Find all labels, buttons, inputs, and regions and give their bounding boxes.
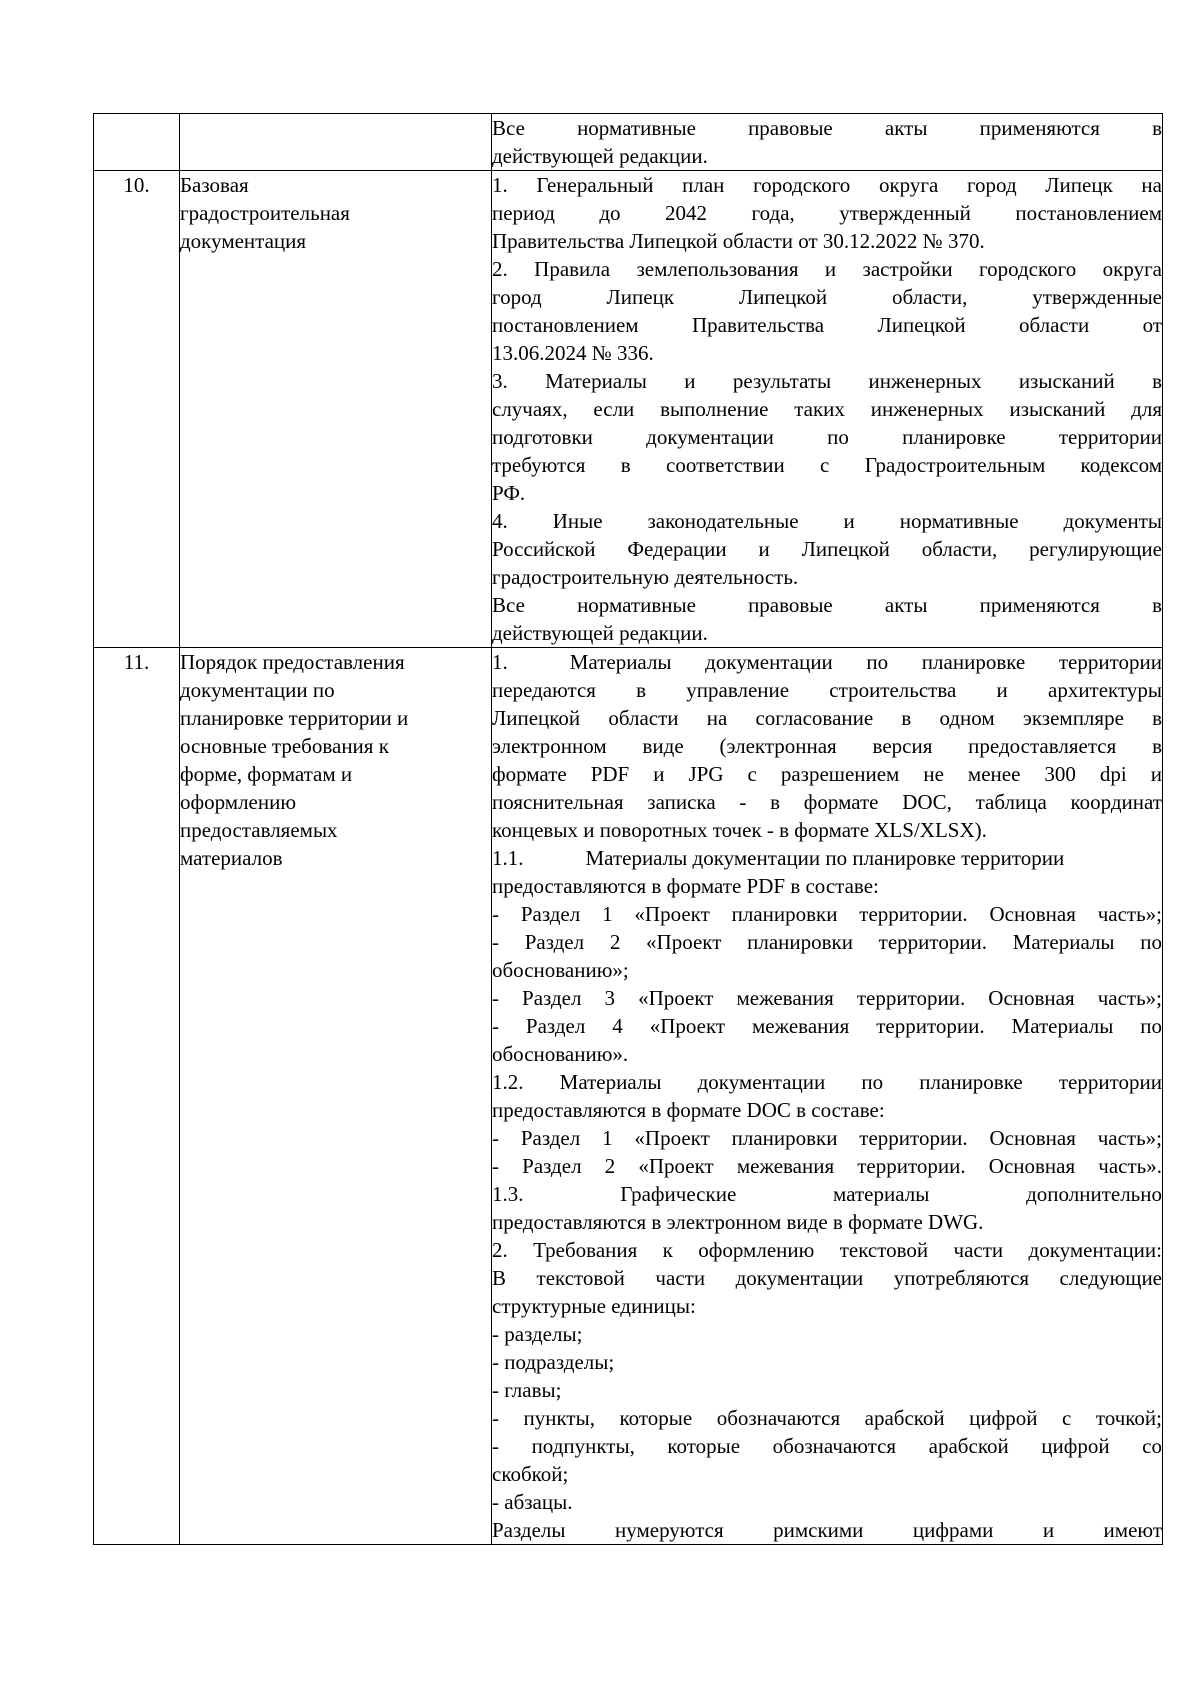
content-line: - подразделы; <box>492 1350 615 1374</box>
content-line: - главы; <box>492 1378 562 1402</box>
row-label-line: основные требования к <box>180 734 389 758</box>
content-line: 3. Материалы и результаты инженерных изысканий в <box>492 369 1162 393</box>
row-label-line: форме, форматам и <box>180 762 353 786</box>
row-label-line: оформлению <box>180 790 297 814</box>
content-line: концевых и поворотных точек - в формате XLS/XLSX). <box>492 818 987 842</box>
row-label-line: Порядок предоставления <box>180 650 405 674</box>
content-line: Все нормативные правовые акты применяются в <box>492 116 1162 140</box>
content-line: действующей редакции. <box>492 144 708 168</box>
row-content-cell <box>492 171 1163 648</box>
content-line: - Раздел 1 «Проект планировки территории. Основная часть»; <box>492 902 1162 926</box>
row-label-line: Базовая <box>180 173 249 197</box>
row-label-line: предоставляемых <box>180 818 338 842</box>
content-line: - Раздел 2 «Проект планировки территории. Материалы по <box>492 930 1162 954</box>
content-line: электронном виде (электронная версия предоставляется в <box>492 734 1162 758</box>
row-label-cell <box>180 648 492 1545</box>
content-line: Разделы нумеруются римскими цифрами и имеют <box>492 1518 1162 1542</box>
content-line: В текстовой части документации употребляются следующие <box>492 1266 1162 1290</box>
content-line: структурные единицы: <box>492 1294 696 1318</box>
content-line: город Липецк Липецкой области, утвержденные <box>492 285 1162 309</box>
content-line: 13.06.2024 № 336. <box>492 341 654 365</box>
content-line: - подпункты, которые обозначаются арабской цифрой со <box>492 1434 1162 1458</box>
content-line: подготовки документации по планировке территории <box>492 425 1162 449</box>
row-content-cell <box>492 648 1163 1545</box>
content-line: - Раздел 4 «Проект межевания территории. Материалы по <box>492 1014 1162 1038</box>
content-line: обоснованию»; <box>492 958 629 982</box>
table-row <box>94 171 1163 648</box>
row-number <box>94 114 180 171</box>
content-line: передаются в управление строительства и архитектуры <box>492 678 1162 702</box>
table-row <box>94 648 1163 1545</box>
content-line: - Раздел 2 «Проект межевания территории. Основная часть». <box>492 1154 1162 1178</box>
content-line: постановлением Правительства Липецкой области от <box>492 313 1162 337</box>
content-line: формате PDF и JPG с разрешением не менее 300 dpi и <box>492 762 1162 786</box>
content-line: градостроительную деятельность. <box>492 565 799 589</box>
content-line: предоставляются в электронном виде в формате DWG. <box>492 1210 984 1234</box>
content-line: 4. Иные законодательные и нормативные документы <box>492 509 1162 533</box>
content-line: - абзацы. <box>492 1490 573 1514</box>
row-label-cell <box>180 171 492 648</box>
content-line: предоставляются в формате PDF в составе: <box>492 874 879 898</box>
content-line: Все нормативные правовые акты применяются в <box>492 593 1162 617</box>
content-line: действующей редакции. <box>492 621 708 645</box>
content-line: 2. Требования к оформлению текстовой части документации: <box>492 1238 1162 1262</box>
row-label-cell <box>180 114 492 171</box>
content-line: 1.3. Графические материалы дополнительно <box>492 1182 1162 1206</box>
content-line: 1. Генеральный план городского округа город Липецк на <box>492 173 1162 197</box>
row-label-line: материалов <box>180 846 283 870</box>
row-label-line: документации по <box>180 678 335 702</box>
content-line: - Раздел 1 «Проект планировки территории. Основная часть»; <box>492 1126 1162 1150</box>
row-number: 11. <box>94 648 180 1545</box>
content-line: Российской Федерации и Липецкой области, регулирующие <box>492 537 1162 561</box>
row-number: 10. <box>94 171 180 648</box>
content-line: - разделы; <box>492 1322 583 1346</box>
content-line: обоснованию». <box>492 1042 629 1066</box>
content-line: 1. Материалы документации по планировке территории <box>492 650 1162 674</box>
content-line: пояснительная записка - в формате DOC, таблица координат <box>492 790 1162 814</box>
content-line: Липецкой области на согласование в одном экземпляре в <box>492 706 1162 730</box>
content-line: 1.1. Материалы документации по планировке территории <box>492 846 1065 870</box>
row-label-line: планировке территории и <box>180 706 409 730</box>
row-content-cell <box>492 114 1163 171</box>
requirements-table <box>93 113 1163 1545</box>
row-label-line: градостроительная <box>180 201 350 225</box>
content-line: 1.2. Материалы документации по планировке территории <box>492 1070 1162 1094</box>
content-line: случаях, если выполнение таких инженерных изысканий для <box>492 397 1162 421</box>
content-line: скобкой; <box>492 1462 569 1486</box>
content-line: Правительства Липецкой области от 30.12.2022 № 370. <box>492 229 985 253</box>
row-label-line: документация <box>180 229 307 253</box>
content-line: предоставляются в формате DOC в составе: <box>492 1098 885 1122</box>
content-line: 2. Правила землепользования и застройки городского округа <box>492 257 1162 281</box>
table-row <box>94 114 1163 171</box>
content-line: требуются в соответствии с Градостроительным кодексом <box>492 453 1162 477</box>
content-line: период до 2042 года, утвержденный постановлением <box>492 201 1162 225</box>
content-line: - пункты, которые обозначаются арабской цифрой с точкой; <box>492 1406 1162 1430</box>
content-line: - Раздел 3 «Проект межевания территории. Основная часть»; <box>492 986 1162 1010</box>
content-line: РФ. <box>492 481 526 505</box>
